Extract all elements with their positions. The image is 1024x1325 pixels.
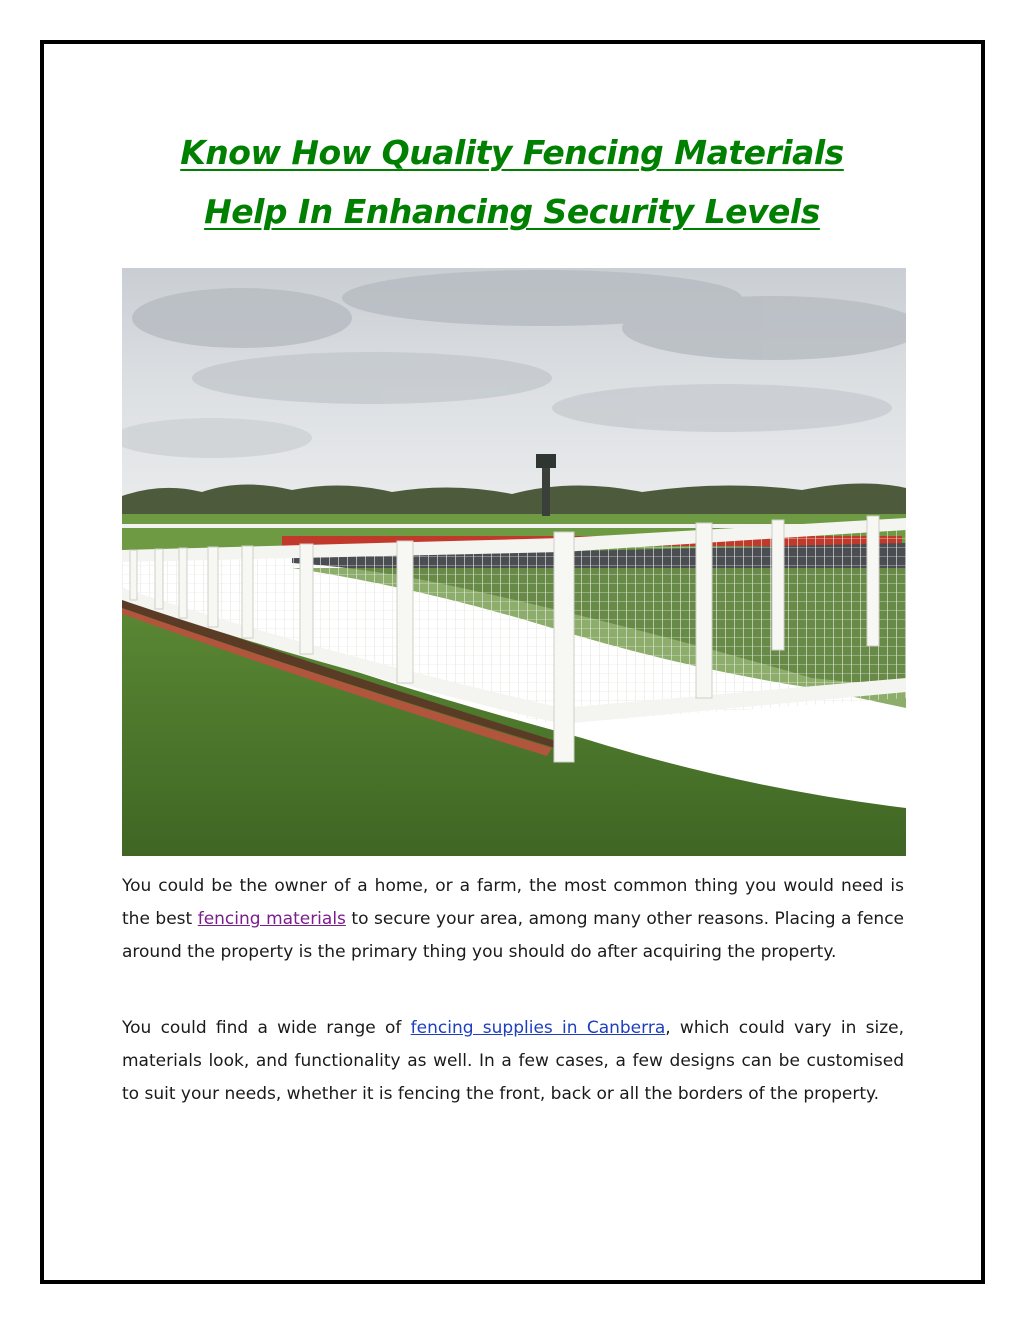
- intro-text-before: You could be the owner of a home, or a farm, the most common thing you would need is the best: [122, 876, 904, 929]
- page-title-line-2: Help In Enhancing Security Levels: [204, 192, 820, 231]
- fencing-materials-link[interactable]: fencing materials: [197, 909, 346, 929]
- intro-text-after: to secure your area, among many other reasons. Placing a fence around the property is the primary thing you should do after acquiring the property.: [122, 909, 905, 962]
- fence-photo: [122, 268, 906, 856]
- supplies-text-after: , which could vary in size, materials look, and functionality as well. In a few cases, a few designs can be customised to suit your needs, whether it is fencing the front, back or all the borders of the property.: [122, 1018, 904, 1104]
- supplies-text-before: You could find a wide range of: [122, 1018, 411, 1038]
- fencing-supplies-canberra-link[interactable]: fencing supplies in Canberra: [410, 1018, 666, 1038]
- page-title-line-1: Know How Quality Fencing Materials: [180, 133, 844, 172]
- intro-paragraph: [122, 870, 904, 969]
- supplies-paragraph: [122, 1012, 904, 1111]
